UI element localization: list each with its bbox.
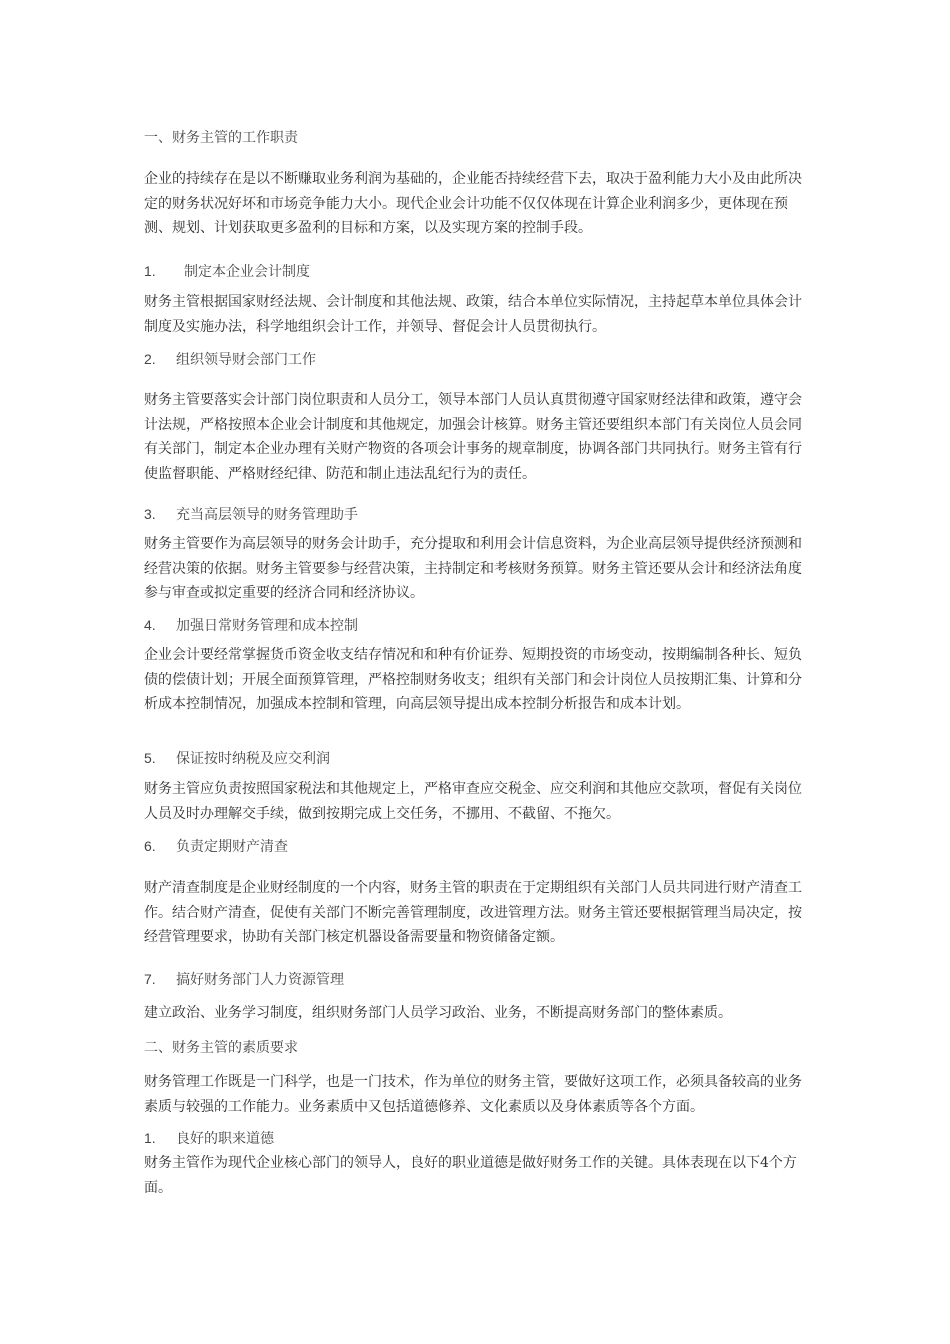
duty-3-number: 3. [144, 506, 156, 522]
duty-2-heading [144, 347, 804, 373]
duty-2-number: 2. [144, 351, 156, 367]
quality-1-title: 良好的职来道德 [176, 1131, 274, 1147]
duty-1-text: 财务主管根据国家财经法规、会计制度和其他法规、政策，结合本单位实际情况，主持起草本单位具体会计制度及实施办法，科学地组织会计工作，并领导、督促会计人员贯彻执行。 [144, 294, 802, 335]
section-1-title: 一、财务主管的工作职责 [144, 130, 298, 146]
section-2-title: 二、财务主管的素质要求 [144, 1040, 298, 1056]
duty-4-number: 4. [144, 617, 156, 633]
duty-5-heading [144, 746, 804, 772]
duty-1-heading [144, 259, 804, 285]
duty-1-number: 1. [144, 263, 156, 279]
duty-4-text: 企业会计要经常掌握货币资金收支结存情况和和种有价证券、短期投资的市场变动，按期编制各种长、短负债的偿债计划；开展全面预算管理，严格控制财务收支；组织有关部门和会计岗位人员按期汇集、计算和分析成本控制情况，加强成本控制和管理，向高层领导提出成本控制分析报告和成本计划。 [144, 647, 802, 712]
quality-1-number: 1. [144, 1130, 156, 1146]
duty-5-title: 保证按时纳税及应交利润 [176, 751, 330, 767]
duty-2-text: 财务主管要落实会计部门岗位职责和人员分工，领导本部门人员认真贯彻遵守国家财经法律和政策，遵守会计法规，严格按照本企业会计制度和其他规定，加强会计核算。财务主管还要组织本部门有关岗位人员会同有关部门，制定本企业办理有关财产物资的各项会计事务的规章制度，协调各部门共同执行。财务主管有行使监督职能、严格财经纪律、防范和制止违法乱纪行为的责任。 [144, 392, 802, 482]
duty-6-text: 财产清查制度是企业财经制度的一个内容，财务主管的职责在于定期组织有关部门人员共同进行财产清查工作。结合财产清查，促使有关部门不断完善管理制度，改进管理方法。财务主管还要根据管理当局决定，按经营管理要求，协助有关部门核定机器设备需要量和物资储备定额。 [144, 880, 802, 945]
quality-1-heading [144, 1126, 804, 1152]
duty-5-number: 5. [144, 750, 156, 766]
duty-3-title: 充当高层领导的财务管理助手 [176, 507, 358, 523]
duty-5-text: 财务主管应负责按照国家税法和其他规定上，严格审查应交税金、应交利润和其他应交款项，督促有关岗位人员及时办理解交手续，做到按期完成上交任务，不挪用、不截留、不拖欠。 [144, 781, 802, 822]
duty-7-number: 7. [144, 971, 156, 987]
intro-paragraph: 企业的持续存在是以不断赚取业务利润为基础的，企业能否持续经营下去，取决于盈利能力大小及由此所决定的财务状况好坏和市场竞争能力大小。现代企业会计功能不仅仅体现在计算企业利润多少，更体现在预测、规划、计划获取更多盈利的目标和方案，以及实现方案的控制手段。 [144, 171, 802, 236]
duty-7-text: 建立政治、业务学习制度，组织财务部门人员学习政治、业务，不断提高财务部门的整体素质。 [144, 1005, 732, 1021]
duty-6-heading [144, 834, 804, 860]
duty-4-title: 加强日常财务管理和成本控制 [176, 618, 358, 634]
duty-6-title: 负责定期财产清查 [176, 839, 288, 855]
duty-3-heading [144, 502, 804, 528]
duty-3-text: 财务主管要作为高层领导的财务会计助手，充分提取和利用会计信息资料，为企业高层领导提供经济预测和经营决策的依据。财务主管要参与经营决策，主持制定和考核财务预算。财务主管还要从会计和经济法角度参与审查或拟定重要的经济合同和经济协议。 [144, 536, 802, 601]
duty-1-title: 制定本企业会计制度 [184, 264, 310, 280]
duty-7-title: 搞好财务部门人力资源管理 [176, 972, 344, 988]
duty-7-heading [144, 967, 804, 993]
section-2-intro: 财务管理工作既是一门科学，也是一门技术，作为单位的财务主管，要做好这项工作，必须具备较高的业务素质与较强的工作能力。业务素质中又包括道德修养、文化素质以及身体素质等各个方面。 [144, 1074, 802, 1115]
duty-2-title: 组织领导财会部门工作 [176, 352, 316, 368]
duty-6-number: 6. [144, 838, 156, 854]
quality-1-text: 财务主管作为现代企业核心部门的领导人，良好的职业道德是做好财务工作的关键。具体表现在以下4个方面。 [144, 1155, 797, 1196]
duty-4-heading [144, 613, 804, 639]
